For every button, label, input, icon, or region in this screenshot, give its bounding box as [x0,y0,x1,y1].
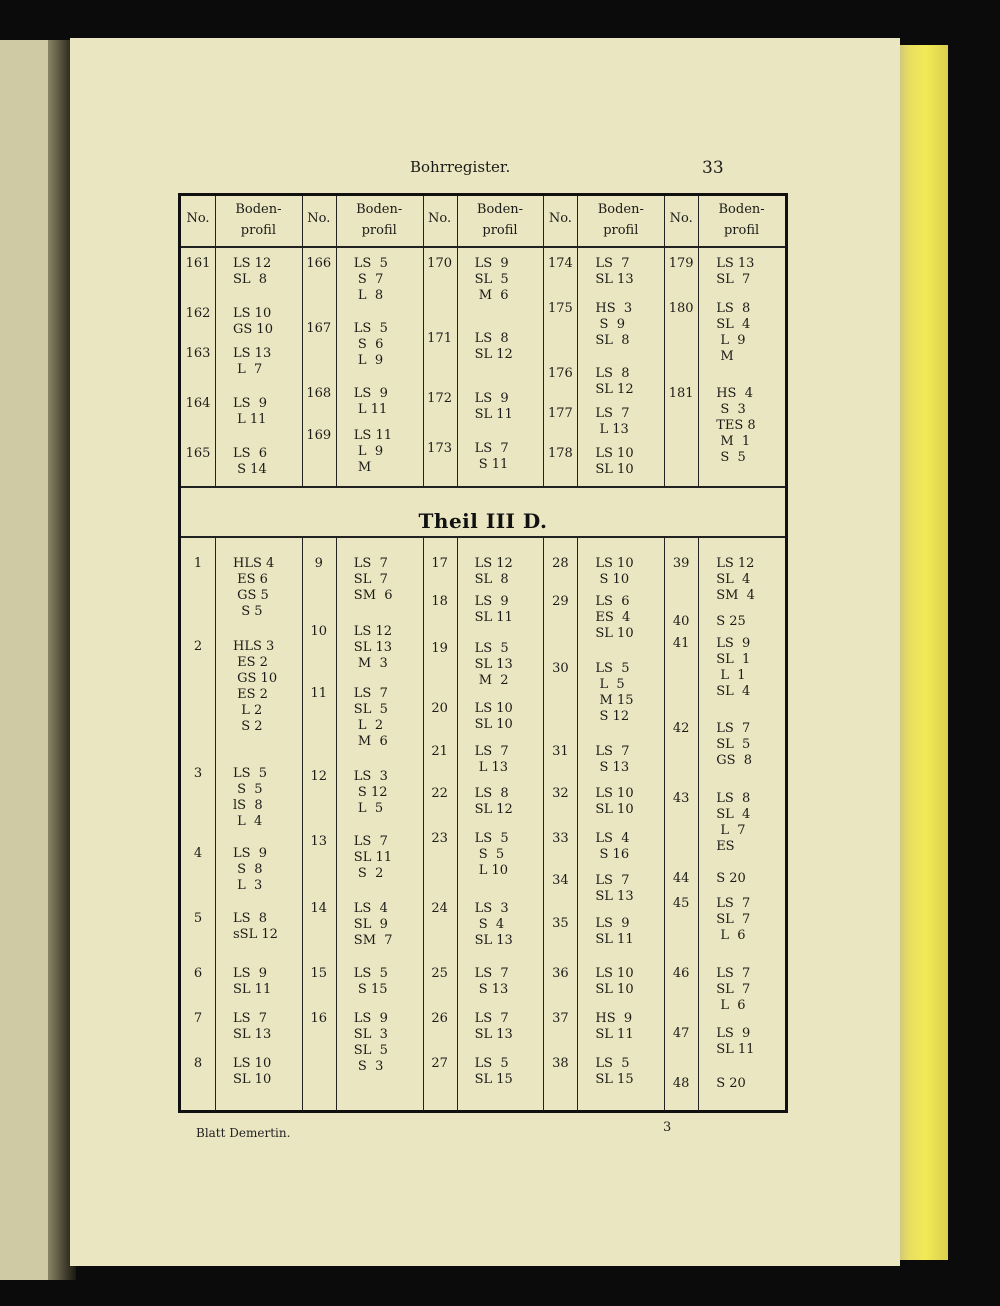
soil-profile: LS 9 SL 11 [474,594,513,625]
soil-profile: LS 11 L 9 M [353,428,393,475]
no-divider [215,536,216,1111]
entry-number: 177 [547,406,573,421]
soil-profile: LS 5 SL 15 [474,1056,513,1087]
entry-number: 163 [185,346,211,361]
page-block-edge [892,45,948,1260]
entry-number: 11 [310,686,328,701]
soil-profile: LS 7 L 13 [595,406,630,437]
entry-number: 12 [310,769,328,784]
soil-profile: LS 4 S 16 [595,831,630,862]
entry-number: 48 [672,1076,690,1091]
group-divider [543,536,544,1111]
soil-profile: LS 7 SL 13 [233,1011,272,1042]
soil-profile: LS 5 S 5 L 10 [474,831,509,878]
soil-profile: LS 7 SL 11 S 2 [353,834,393,881]
entry-number: 5 [193,911,203,926]
entry-number: 44 [672,871,690,886]
entry-number: 4 [193,846,203,861]
header-rule [181,246,785,248]
col-header-no: No. [186,211,210,226]
no-divider [336,536,337,1111]
entry-number: 14 [310,901,328,916]
entry-number: 17 [431,556,448,571]
upper-bottom-rule [181,486,785,488]
soil-profile: LS 8 sSL 12 [233,911,278,942]
soil-profile: LS 4 SL 9 SM 7 [353,901,393,948]
entry-number: 26 [431,1011,448,1026]
entry-number: 178 [547,446,573,461]
soil-profile: LS 10 SL 10 [233,1056,272,1087]
entry-number: 23 [431,831,448,846]
soil-profile: LS 7 L 13 [474,744,509,775]
col-header-no: No. [428,211,452,226]
soil-profile: LS 10 S 10 [595,556,634,587]
entry-number: 1 [193,556,203,571]
soil-profile: LS 5 L 5 M 15 S 12 [595,661,634,724]
section-rule [181,536,785,538]
running-title: Bohrregister. [410,158,511,176]
entry-number: 21 [431,744,448,759]
soil-profile: LS 3 S 4 SL 13 [474,901,513,948]
group-divider [302,536,303,1111]
entry-number: 167 [306,321,332,336]
soil-profile: LS 8 SL 12 [474,331,513,362]
left-page-edge [0,40,48,1280]
entry-number: 37 [552,1011,569,1026]
col-header-profile: Boden- profil [597,202,644,238]
entry-number: 181 [668,386,694,401]
soil-profile: LS 5 S 7 L 8 [353,256,388,303]
soil-profile: LS 9 L 11 [233,396,268,427]
entry-number: 24 [431,901,448,916]
soil-profile: LS 9 SL 11 [595,916,634,947]
soil-profile: LS 7 S 13 [474,966,509,997]
col-header-no: No. [669,211,693,226]
col-header-profile: Boden- profil [718,202,765,238]
entry-number: 9 [314,556,323,571]
soil-profile: LS 10 SL 10 [474,701,513,732]
group-divider [543,196,544,486]
soil-profile: LS 10 SL 10 [595,966,634,997]
entry-number: 6 [193,966,203,981]
section-title: Theil III D. [418,509,548,533]
soil-profile: LS 7 SL 5 L 2 M 6 [353,686,388,749]
entry-number: 43 [672,791,690,806]
soil-profile: LS 9 S 8 L 3 [233,846,268,893]
soil-profile: LS 7 S 13 [595,744,630,775]
entry-number: 13 [310,834,328,849]
col-header-no: No. [307,211,331,226]
entry-number: 161 [185,256,211,271]
soil-profile: LS 9 SL 11 [474,391,513,422]
entry-number: 166 [306,256,332,271]
entry-number: 176 [547,366,573,381]
entry-number: 7 [193,1011,203,1026]
entry-number: 164 [185,396,211,411]
soil-profile: LS 5 S 15 [353,966,388,997]
group-divider [664,536,665,1111]
soil-profile: LS 10 GS 10 [233,306,273,337]
entry-number: 18 [431,594,448,609]
soil-profile: LS 8 SL 12 [474,786,513,817]
entry-number: 171 [427,331,452,346]
group-divider [423,196,424,486]
soil-profile: LS 5 S 5 lS 8 L 4 [233,766,268,829]
entry-number: 28 [552,556,569,571]
soil-profile: LS 5 SL 13 M 2 [474,641,513,688]
entry-number: 15 [310,966,328,981]
entry-number: 170 [427,256,452,271]
entry-number: 180 [668,301,694,316]
entry-number: 172 [427,391,452,406]
entry-number: 20 [431,701,448,716]
soil-profile: LS 7 SL 7 L 6 [716,966,751,1013]
entry-number: 25 [431,966,448,981]
entry-number: 39 [672,556,690,571]
entry-number: 38 [552,1056,569,1071]
entry-number: 22 [431,786,448,801]
footer-sheet-name: Blatt Demertin. [196,1126,291,1140]
soil-profile: HS 3 S 9 SL 8 [595,301,633,348]
soil-profile: LS 7 SL 13 [595,873,634,904]
soil-profile: LS 5 SL 15 [595,1056,634,1087]
soil-profile: HLS 3 ES 2 GS 10 ES 2 L 2 S 2 [233,639,278,734]
entry-number: 179 [668,256,694,271]
entry-number: 31 [552,744,569,759]
soil-profile: LS 6 ES 4 SL 10 [595,594,634,641]
soil-profile: S 20 [716,1076,746,1091]
entry-number: 41 [672,636,690,651]
page [70,38,900,1266]
entry-number: 19 [431,641,448,656]
col-header-profile: Boden- profil [235,202,282,238]
col-header-no: No. [548,211,572,226]
entry-number: 33 [552,831,569,846]
entry-number: 173 [427,441,452,456]
no-divider [698,536,699,1111]
soil-profile: LS 10 SL 10 [595,786,634,817]
soil-profile: LS 9 SL 3 SL 5 S 3 [353,1011,388,1074]
soil-profile: HLS 4 ES 6 GS 5 S 5 [233,556,275,619]
entry-number: 36 [552,966,569,981]
soil-profile: LS 7 SL 13 [595,256,634,287]
entry-number: 2 [193,639,203,654]
entry-number: 16 [310,1011,328,1026]
page-number: 33 [702,158,724,178]
entry-number: 30 [552,661,569,676]
soil-profile: LS 7 S 11 [474,441,509,472]
soil-profile: LS 5 S 6 L 9 [353,321,388,368]
soil-profile: LS 13 SL 7 [716,256,755,287]
footer-signature: 3 [663,1120,672,1135]
entry-number: 162 [185,306,211,321]
entry-number: 27 [431,1056,448,1071]
entry-number: 168 [306,386,332,401]
soil-profile: S 25 [716,614,746,629]
entry-number: 40 [672,614,690,629]
entry-number: 165 [185,446,211,461]
soil-profile: LS 10 SL 10 [595,446,634,477]
soil-profile: LS 9 SL 5 M 6 [474,256,509,303]
group-divider [302,196,303,486]
col-header-profile: Boden- profil [476,202,524,238]
soil-profile: LS 7 SL 5 GS 8 [716,721,753,768]
soil-profile: LS 6 S 14 [233,446,268,477]
entry-number: 3 [193,766,203,781]
soil-profile: LS 7 SL 7 L 6 [716,896,751,943]
entry-number: 169 [306,428,332,443]
soil-profile: LS 9 L 11 [353,386,388,417]
no-divider [457,536,458,1111]
no-divider [577,536,578,1111]
entry-number: 10 [310,624,328,639]
entry-number: 174 [547,256,573,271]
entry-number: 45 [672,896,690,911]
group-divider [664,196,665,486]
soil-profile: LS 13 L 7 [233,346,272,377]
soil-profile: LS 9 SL 11 [716,1026,755,1057]
soil-profile: LS 12 SL 8 [474,556,513,587]
entry-number: 35 [552,916,569,931]
entry-number: 47 [672,1026,690,1041]
soil-profile: LS 12 SL 4 SM 4 [716,556,755,603]
soil-profile: LS 9 SL 1 L 1 SL 4 [716,636,751,699]
col-header-profile: Boden- profil [356,202,403,238]
soil-profile: LS 8 SL 12 [595,366,634,397]
entry-number: 175 [547,301,573,316]
soil-profile: LS 8 SL 4 L 7 ES [716,791,751,854]
soil-profile: S 20 [716,871,746,886]
soil-profile: LS 7 SL 13 [474,1011,513,1042]
entry-number: 46 [672,966,690,981]
soil-profile: LS 8 SL 4 L 9 M [716,301,751,364]
entry-number: 29 [552,594,569,609]
entry-number: 42 [672,721,690,736]
soil-profile: HS 9 SL 11 [595,1011,634,1042]
soil-profile: LS 7 SL 7 SM 6 [353,556,393,603]
soil-profile: LS 12 SL 8 [233,256,272,287]
entry-number: 34 [552,873,569,888]
soil-profile: LS 12 SL 13 M 3 [353,624,393,671]
soil-profile: LS 3 S 12 L 5 [353,769,388,816]
entry-number: 32 [552,786,569,801]
soil-profile: HS 4 S 3 TES 8 M 1 S 5 [716,386,756,465]
bore-register-table [178,193,788,1113]
soil-profile: LS 9 SL 11 [233,966,272,997]
group-divider [423,536,424,1111]
entry-number: 8 [193,1056,203,1071]
